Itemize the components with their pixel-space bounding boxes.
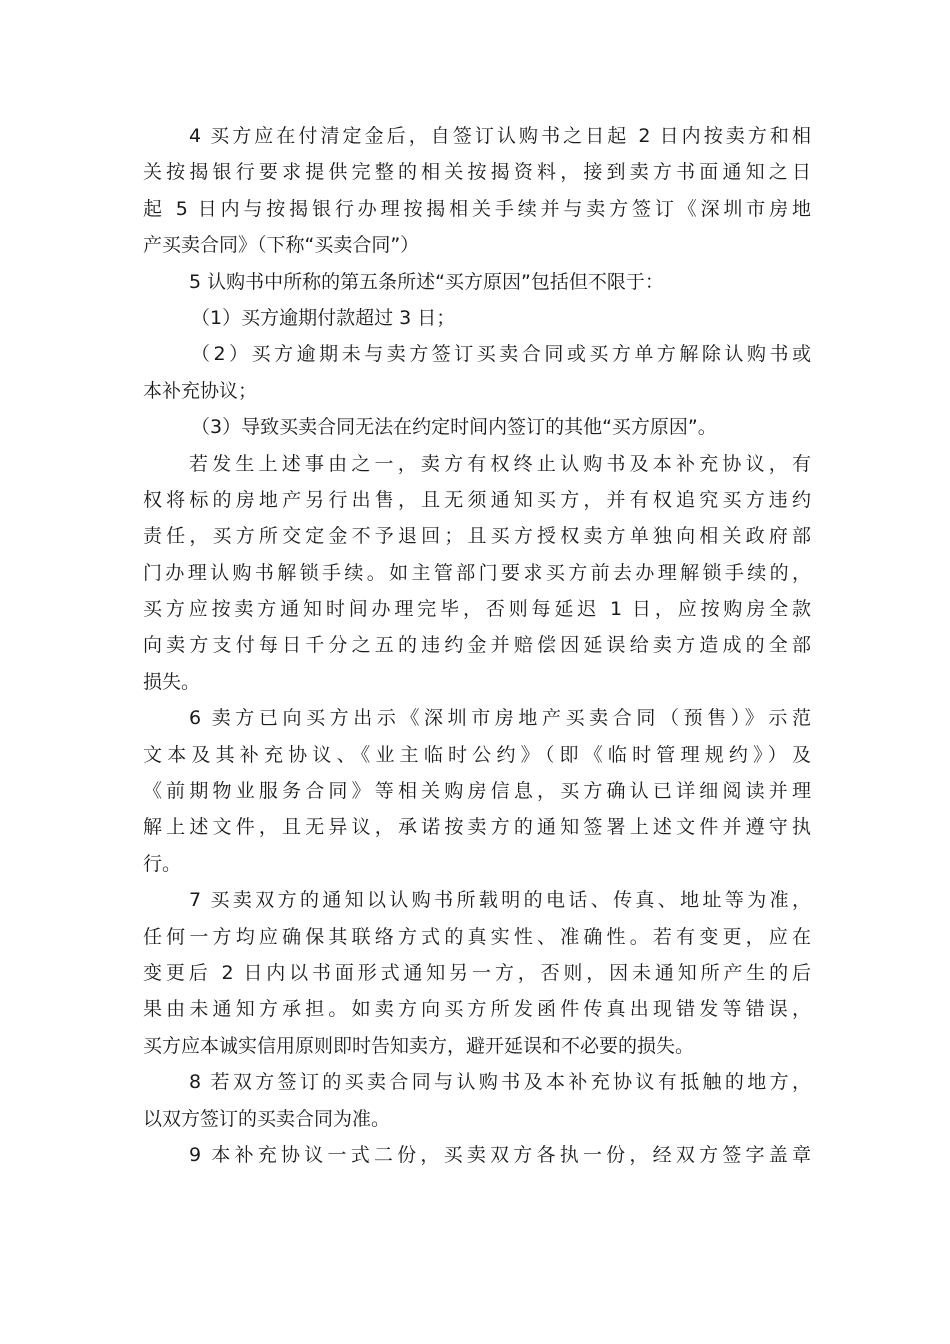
paragraph-6-line-4: 解上述文件，且无异议，承诺按卖方的通知签署上述文件并遵守执: [143, 816, 811, 839]
paragraph-6-line-1: 6 卖方已向买方出示《深圳市房地产买卖合同（预售）》示范: [189, 707, 811, 730]
paragraph-7-line-3: 变更后 2 日内以书面形式通知另一方，否则，因未通知所产生的后: [143, 961, 811, 984]
paragraph-9-line-1: 9 本补充协议一式二份，买卖双方各执一份，经双方签字盖章: [189, 1143, 811, 1166]
paragraph-6-line-2: 文本及其补充协议、《业主临时公约》（即《临时管理规约》）及: [143, 743, 811, 766]
paragraph-6-line-5: 行。: [143, 852, 182, 875]
paragraph-7-line-5: 买方应本诚实信用原则即时告知卖方，避开延误和不必要的损失。: [143, 1034, 695, 1057]
document-body: [143, 118, 811, 1173]
paragraph-consequence-line-6: 向卖方支付每日千分之五的违约金并赔偿因延误给卖方造成的全部: [143, 634, 811, 657]
paragraph-4-line-1: 4 买方应在付清定金后，自签订认购书之日起 2 日内按卖方和相: [189, 125, 811, 147]
paragraph-6-line-3: 《前期物业服务合同》等相关购房信息，买方确认已详细阅读并理: [143, 780, 811, 803]
paragraph-consequence-line-2: 权将标的房地产另行出售，且无须通知买方，并有权追究买方违约: [143, 488, 811, 511]
list-item-2-line-1: （2）买方逾期未与卖方签订买卖合同或买方单方解除认购书或: [191, 343, 811, 366]
paragraph-8-line-2: 以双方签订的买卖合同为准。: [143, 1107, 391, 1130]
paragraph-7-line-1: 7 买卖双方的通知以认购书所载明的电话、传真、地址等为准，: [189, 889, 811, 912]
list-item-3: （3）导致买卖合同无法在约定时间内签订的其他“买方原因”。: [191, 416, 717, 439]
paragraph-consequence-line-7: 损失。: [143, 670, 201, 693]
paragraph-consequence-line-5: 买方应按卖方通知时间办理完毕，否则每延迟 1 日，应按购房全款: [143, 598, 811, 621]
paragraph-consequence-line-4: 门办理认购书解锁手续。如主管部门要求买方前去办理解锁手续的，: [143, 561, 811, 584]
paragraph-consequence-line-3: 责任，买方所交定金不予退回；且买方授权卖方单独向相关政府部: [143, 525, 811, 548]
paragraph-4-line-3: 起 5 日内与按揭银行办理按揭相关手续并与卖方签订《深圳市房地: [143, 197, 811, 220]
paragraph-5-heading: 5 认购书中所称的第五条所述“买方原因”包括但不限于：: [189, 270, 664, 293]
paragraph-7-line-4: 果由未通知方承担。如卖方向买方所发函件传真出现错发等错误，: [143, 998, 811, 1021]
paragraph-4-line-2: 关按揭银行要求提供完整的相关按揭资料，接到卖方书面通知之日: [143, 161, 811, 184]
paragraph-8-line-1: 8 若双方签订的买卖合同与认购书及本补充协议有抵触的地方，: [189, 1071, 811, 1094]
paragraph-7-line-2: 任何一方均应确保其联络方式的真实性、准确性。若有变更，应在: [143, 925, 811, 948]
list-item-1: （1）买方逾期付款超过 3 日；: [191, 306, 456, 329]
paragraph-4-line-4: 产买卖合同》（下称“买卖合同”）: [143, 234, 420, 257]
list-item-2-line-2: 本补充协议；: [143, 379, 258, 402]
paragraph-consequence-line-1: 若发生上述事由之一，卖方有权终止认购书及本补充协议，有: [189, 452, 811, 475]
